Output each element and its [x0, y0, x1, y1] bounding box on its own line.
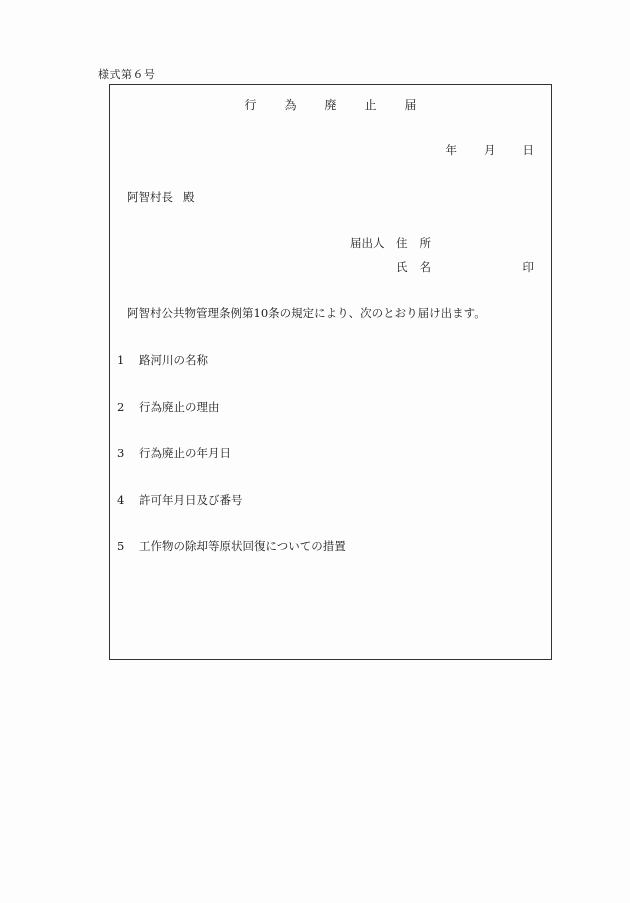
item-number: 2 [117, 399, 125, 414]
date-year: 年 [445, 143, 457, 157]
statement-text: 阿智村公共物管理条例第10条の規定により、次のとおり届け出ます。 [127, 306, 486, 320]
date-month: 月 [484, 143, 496, 157]
title-char: 届 [404, 98, 417, 112]
list-item [117, 352, 346, 399]
title-char: 行 [244, 98, 257, 112]
item-label: 行為廃止の年月日 [139, 446, 231, 460]
item-list [117, 352, 346, 585]
item-number: 4 [117, 492, 125, 507]
addressee-name: 阿智村長 [127, 190, 173, 204]
date-line [419, 142, 535, 158]
title-char: 廃 [324, 98, 337, 112]
item-number: 1 [117, 353, 125, 367]
address-label-2: 所 [419, 236, 431, 250]
list-item [117, 492, 346, 539]
item-number: 5 [117, 539, 125, 553]
item-label: 工作物の除却等原状回復についての措置 [139, 539, 346, 553]
title-char: 為 [284, 98, 297, 112]
applicant-address-line [350, 235, 443, 251]
list-item [117, 538, 346, 585]
form-box [109, 84, 552, 660]
date-day: 日 [522, 143, 534, 157]
title-char: 止 [364, 98, 377, 112]
applicant-label: 届出人 [350, 236, 385, 250]
addressee [127, 189, 195, 205]
address-label-1: 住 [396, 236, 408, 250]
item-label: 路河川の名称 [139, 353, 208, 367]
name-label-1: 氏 [396, 260, 408, 274]
name-label-2: 名 [419, 260, 431, 274]
item-label: 行為廃止の理由 [139, 399, 220, 414]
form-title [110, 96, 551, 113]
addressee-suffix: 殿 [183, 190, 195, 204]
applicant-name-line [396, 259, 443, 275]
item-number: 3 [117, 446, 125, 460]
form-code: 様式第６号 [98, 68, 156, 81]
item-label: 許可年月日及び番号 [139, 492, 243, 507]
list-item [117, 399, 346, 446]
list-item [117, 445, 346, 492]
seal-mark: 印 [522, 260, 534, 274]
